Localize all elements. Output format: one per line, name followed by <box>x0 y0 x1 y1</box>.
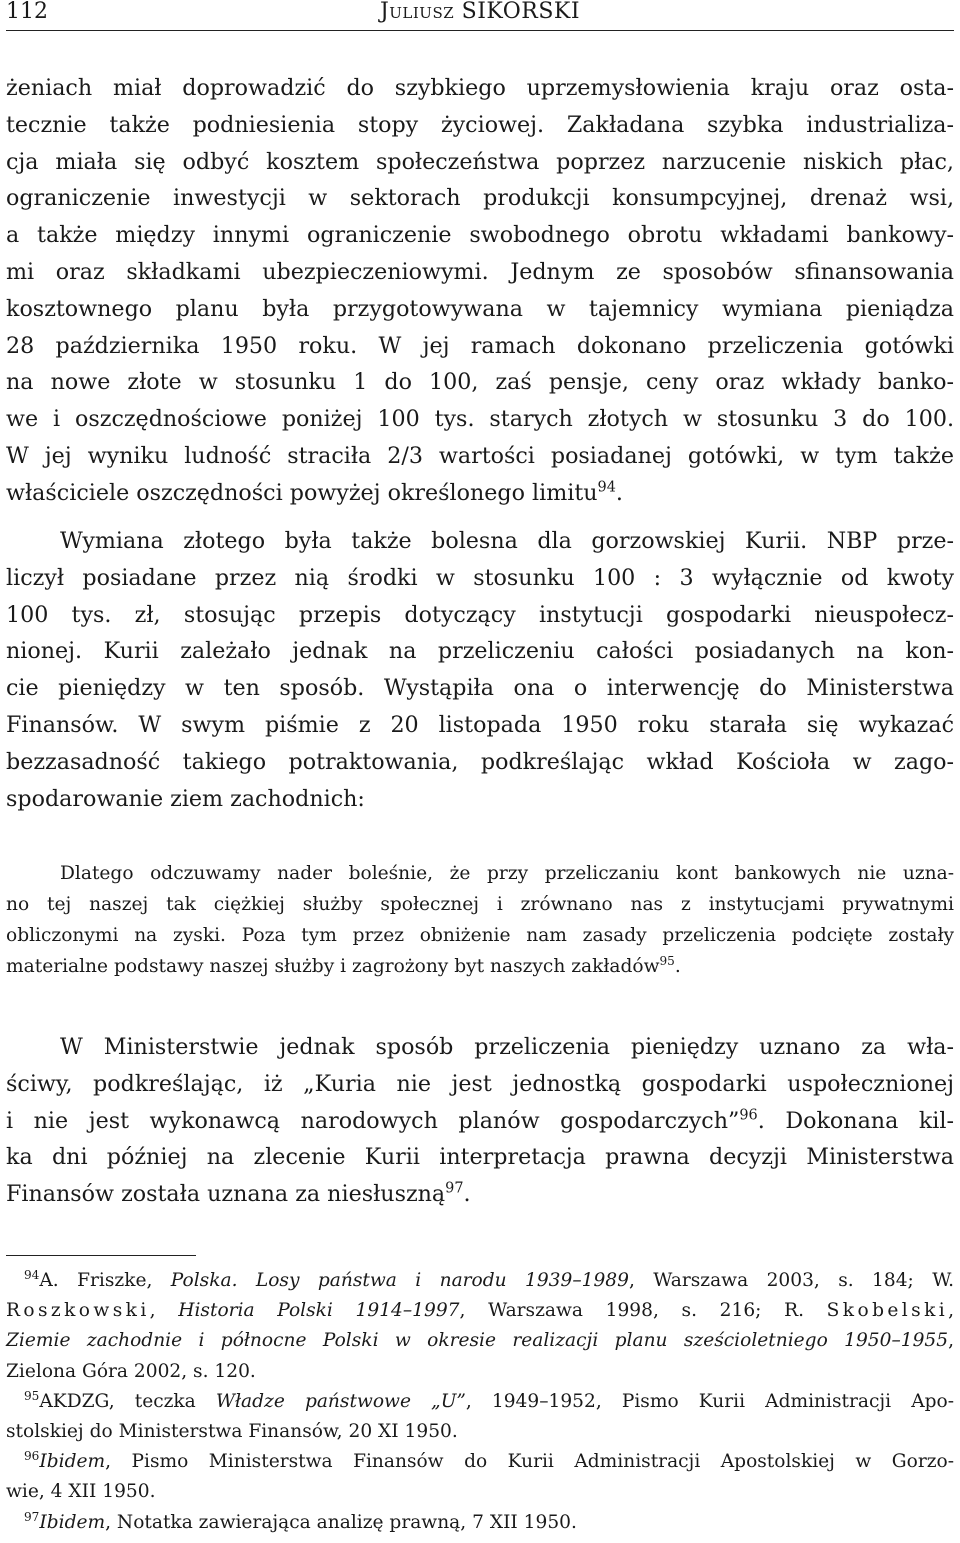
text-line: Wymiana złotego była także bolesna dla gorzowskiej Kurii. NBP prze- <box>60 528 954 554</box>
quote-line: no tej naszej tak ciężkiej służby społecznej i zrównano nas z instytucjami prywatnymi <box>6 894 954 915</box>
text-line: liczył posiadane przez nią środki w stosunku 100 : 3 wyłącznie od kwoty <box>6 564 954 591</box>
footnote-title: Polska. Losy państwa i narodu 1939–1989 <box>170 1270 629 1291</box>
paragraph-2 <box>6 523 954 817</box>
text-line: ściwy, podkreślając, iż „Kuria nie jest jednostką gospodarki uspołecznionej <box>6 1070 954 1097</box>
text-line: a także między innymi ograniczenie swobodnego obrotu wkładami bankowy- <box>6 222 954 249</box>
text-fragment: materialne podstawy naszej służby i zagrożony byt naszych zakładów <box>6 956 660 977</box>
footnote-95-line: stolskiej do Ministerstwa Finansów, 20 XI 1950. <box>6 1420 458 1442</box>
quote-line: obliczonymi na zyski. Poza tym przez obniżenie nam zasady przeliczenia podcięte zostały <box>6 925 954 946</box>
footnote-97-line <box>6 1508 954 1538</box>
footnote-ref-94[interactable]: 94 <box>597 479 616 496</box>
footnote-ibidem: Ibidem <box>39 1451 106 1473</box>
text-line: ograniczenie inwestycji w sektorach produkcji konsumpcyjnej, drenaż wsi, <box>6 185 954 212</box>
text-line: na nowe złote w stosunku 1 do 100, zaś pensje, ceny oraz wkłady banko- <box>6 369 954 396</box>
footnote-text: , Warszawa 2003, s. 184; W. <box>628 1270 954 1291</box>
footnote-text: AKDZG, teczka <box>39 1390 196 1412</box>
text-line: we i oszczędnościowe poniżej 100 tys. starych złotych w stosunku 3 do 100. <box>6 406 954 433</box>
text-line: nionej. Kurii zależało jednak na przeliczeniu całości posiadanych na kon- <box>6 638 954 665</box>
text-fragment: Finansów została uznana za niesłuszną <box>6 1181 446 1208</box>
footnote-number: 94 <box>24 1267 40 1282</box>
text-line: ka dni później na zlecenie Kurii interpretacja prawna decyzji Ministerstwa <box>6 1144 954 1171</box>
text-line: cja miała się odbyć kosztem społeczeństwa poprzez narzucenie niskich płac, <box>6 148 954 175</box>
footnote-number: 97 <box>24 1509 40 1524</box>
footnote-ref-95[interactable]: 95 <box>659 953 675 968</box>
footnote-text: , 1949–1952, Pismo Kurii Administracji Apo- <box>465 1390 954 1412</box>
text-fragment: . Dokonana kil- <box>757 1107 954 1134</box>
footnote-author: Roszkowski <box>6 1300 150 1322</box>
block-quote <box>6 858 954 982</box>
text-line: bezzasadność takiego potraktowania, podkreślając wkład Kościoła w zago- <box>6 748 954 775</box>
footnote-95-line <box>6 1387 954 1417</box>
text-line: Finansów. W swym piśmie z 20 listopada 1950 roku starała się wykazać <box>6 711 954 738</box>
footnote-ibidem: Ibidem <box>39 1511 106 1533</box>
running-header <box>6 0 954 31</box>
page-number: 112 <box>6 0 48 24</box>
quote-line: Dlatego odczuwamy nader boleśnie, że przy przeliczaniu kont bankowych nie uzna- <box>60 863 954 884</box>
footnote-94-line: Roszkowski, Historia Polski 1914–1997, Warszawa 1998, s. 216; R. Skobelski, <box>6 1300 955 1322</box>
paragraph-1 <box>6 70 954 512</box>
text-line: kosztownego planu była przygotowywana w tajemnicy wymiana pieniądza <box>6 295 954 322</box>
footnote-94-line: $^{94}$A. Friszke, Polska. Losy państwa i narodu 1939–1989, Warszawa 2003, s. 184; W. <box>24 1267 954 1291</box>
footnote-title: Historia Polski 1914–1997 <box>178 1300 460 1322</box>
footnote-text: , Notatka zawierająca analizę prawną, 7 XII 1950. <box>105 1511 577 1533</box>
footnote-number: 95 <box>24 1388 40 1403</box>
quote-line: materialne podstawy naszej służby i zagrożony byt naszych zakładów$^{95}$. <box>6 953 681 977</box>
running-head-author: Juliusz SIKORSKI <box>379 0 581 24</box>
footnote-number: 96 <box>24 1448 40 1463</box>
footnote-author: A. Friszke <box>39 1270 147 1291</box>
text-line: Finansów została uznana za niesłuszną$^{97}$. <box>6 1180 471 1208</box>
footnote-96-line <box>6 1447 954 1477</box>
footnote-title: Władze państwowe „U” <box>215 1390 466 1412</box>
footnote-ref-96[interactable]: 96 <box>739 1106 758 1123</box>
footnote-ref-97[interactable]: 97 <box>445 1180 464 1197</box>
text-line: W Ministerstwie jednak sposób przeliczenia pieniędzy uznano za wła- <box>60 1034 954 1060</box>
footnote-separator <box>6 1255 196 1256</box>
footnote-title: Ziemie zachodnie i północne Polski w okresie realizacji planu sześcioletniego 1950–1955 <box>6 1330 949 1352</box>
footnote-94-line: Ziemie zachodnie i północne Polski w okresie realizacji planu sześcioletniego 1950–1955, <box>6 1330 954 1352</box>
text-line: W jej wyniku ludność straciła 2/3 wartości posiadanej gotówki, w tym także <box>6 442 954 469</box>
text-fragment: właściciele oszczędności powyżej określonego limitu <box>6 479 598 506</box>
footnote-text: , Pismo Ministerstwa Finansów do Kurii Administracji Apostolskiej w Gorzo- <box>105 1451 954 1473</box>
text-line: mi oraz składkami ubezpieczeniowymi. Jednym ze sposobów sfinansowania <box>6 258 954 285</box>
text-line: spodarowanie ziem zachodnich: <box>6 785 365 812</box>
text-line: cie pieniędzy w ten sposób. Wystąpiła ona o interwencję do Ministerstwa <box>6 675 954 702</box>
text-fragment: i nie jest wykonawcą narodowych planów gospodarczych” <box>6 1107 740 1134</box>
footnote-96-line: wie, 4 XII 1950. <box>6 1481 156 1503</box>
text-line: 28 października 1950 roku. W jej ramach dokonano przeliczenia gotówki <box>6 332 954 359</box>
footnote-94-line: Zielona Góra 2002, s. 120. <box>6 1360 256 1382</box>
paragraph-3 <box>6 1029 954 1213</box>
text-line: 100 tys. zł, stosując przepis dotyczący instytucji gospodarki nieuspołecz- <box>6 601 954 628</box>
text-line: właściciele oszczędności powyżej określonego limitu$^{94}$. <box>6 479 623 506</box>
footnote-text: , Warszawa 1998, s. 216; R. <box>459 1300 804 1322</box>
text-line <box>6 1103 954 1140</box>
text-line: tecznie także podniesienia stopy życiowej. Zakładana szybka industrializa- <box>6 111 954 138</box>
footnotes <box>6 1266 954 1538</box>
text-line: żeniach miał doprowadzić do szybkiego uprzemysłowienia kraju oraz osta- <box>6 75 954 101</box>
footnote-author: Skobelski <box>826 1300 949 1322</box>
